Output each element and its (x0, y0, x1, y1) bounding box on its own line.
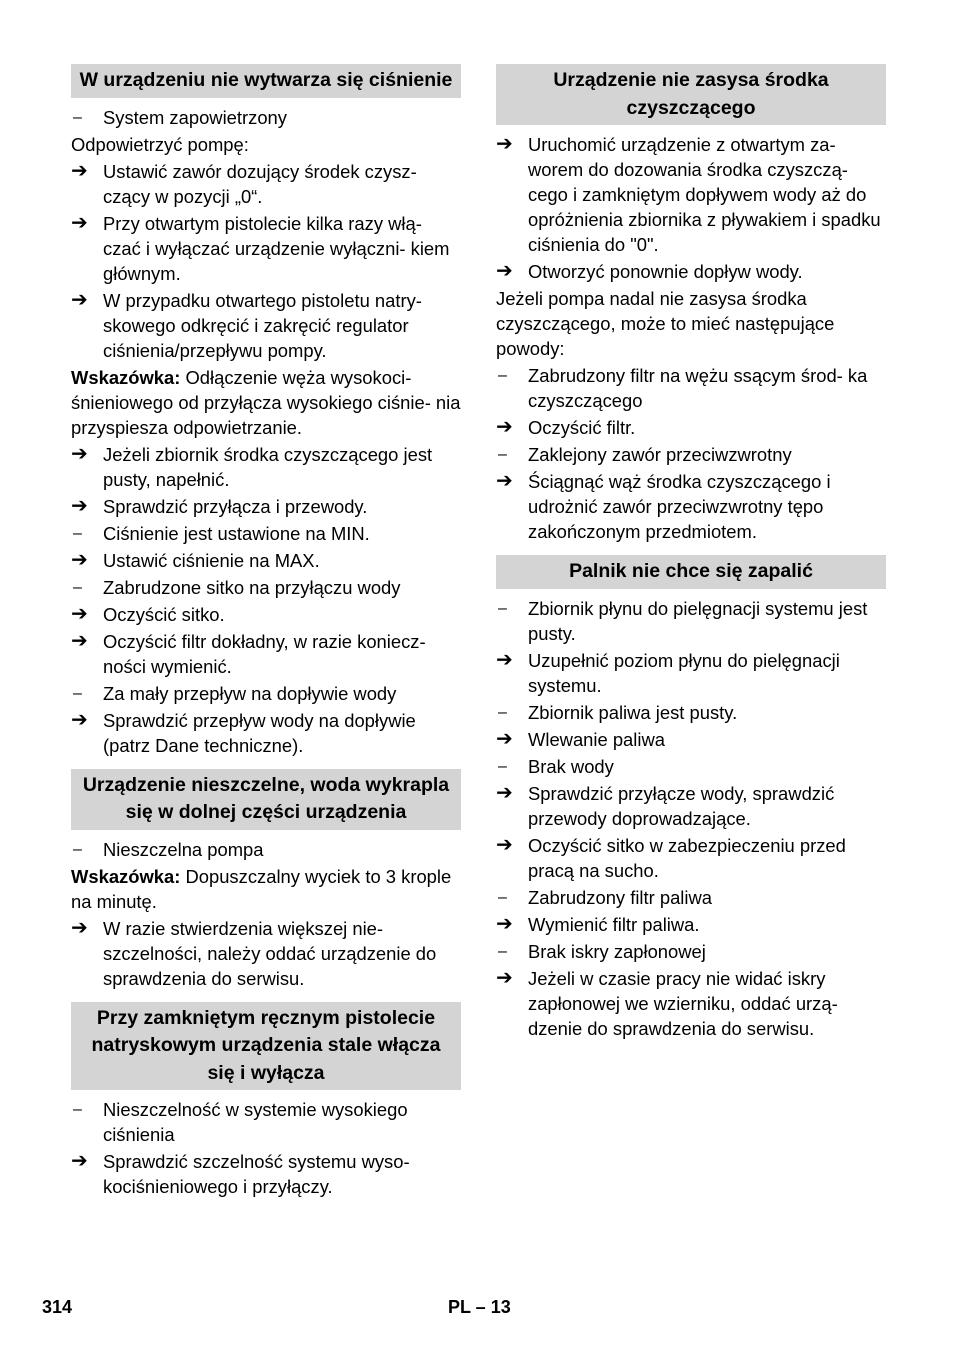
section-spacer (496, 546, 886, 555)
paragraph: Jeżeli pompa nadal nie zasysa środka czyszczącego, może to mieć następujące powody: (496, 288, 835, 359)
arrow-right-icon: ➔ (71, 211, 88, 234)
action-item (71, 916, 461, 991)
dash-icon: – (498, 446, 507, 463)
arrow-right-icon: ➔ (496, 416, 513, 438)
item-text: Za mały przepływ na dopływie wody (103, 682, 397, 704)
action-item (496, 833, 886, 883)
arrow-right-icon: ➔ (71, 288, 88, 311)
item-text: Ustawić ciśnienie na MAX. (103, 549, 320, 571)
item-text: Zaklejony zawór przeciwzwrotny (528, 444, 792, 465)
dash-icon: – (498, 942, 507, 960)
section-heading: Urządzenie nie zasysa środka czyszczącego (496, 64, 886, 125)
cause-item (71, 105, 461, 130)
item-text: Sprawdzić przyłącza i przewody. (103, 495, 368, 517)
cause-item (496, 885, 886, 910)
arrow-right-icon: ➔ (496, 727, 513, 750)
note-label: Wskazówka: (71, 865, 181, 887)
dash-icon: – (73, 1101, 82, 1118)
arrow-right-icon: ➔ (71, 602, 88, 625)
section (496, 64, 886, 544)
cause-item (71, 575, 461, 600)
action-item (496, 781, 886, 831)
action-item (496, 132, 886, 257)
action-item (496, 966, 886, 1041)
item-text: Sprawdzić przepływ wody na dopływie (patrz Dane techniczne). (103, 709, 416, 756)
page-number: 314 (42, 1297, 73, 1317)
cause-item (71, 1097, 461, 1147)
item-text: Oczyścić filtr dokładny, w razie koniecz- ności wymienić. (103, 630, 426, 677)
item-text: Otworzyć ponownie dopływ wody. (528, 261, 803, 282)
arrow-right-icon: ➔ (496, 260, 513, 282)
action-item (496, 469, 886, 544)
arrow-right-icon: ➔ (71, 442, 88, 465)
action-item (71, 494, 461, 519)
item-text: Zabrudzone sitko na przyłączu wody (103, 576, 401, 598)
cause-item (496, 596, 886, 646)
cause-item (496, 442, 886, 467)
dash-icon: – (73, 108, 82, 126)
action-item (71, 708, 461, 758)
section (71, 64, 461, 758)
section-spacer (71, 993, 461, 1002)
cause-item (496, 700, 886, 725)
note-label: Wskazówka: (71, 366, 181, 388)
paragraph: Odpowietrzyć pompę: (71, 133, 249, 155)
dash-icon: – (73, 840, 82, 858)
dash-icon: – (498, 703, 507, 721)
action-item (496, 648, 886, 698)
item-text: Jeżeli zbiornik środka czyszczącego jest pusty, napełnić. (103, 443, 433, 490)
note-text: Dopuszczalny wyciek to 3 krople na minutę. (71, 865, 452, 912)
dash-icon: – (498, 888, 507, 906)
action-item (71, 548, 461, 573)
dash-icon: – (498, 367, 507, 384)
item-text: Zabrudzony filtr na wężu ssącym środ- ka czyszczącego (528, 365, 868, 411)
arrow-right-icon: ➔ (71, 494, 88, 517)
action-item (496, 259, 886, 284)
arrow-right-icon: ➔ (71, 916, 88, 939)
arrow-right-icon: ➔ (496, 912, 513, 935)
item-text: Sprawdzić przyłącze wody, sprawdzić przewody doprowadzające. (528, 782, 835, 829)
item-text: Zabrudzony filtr paliwa (528, 886, 712, 908)
note-paragraph (71, 365, 461, 440)
item-text: Sprawdzić szczelność systemu wyso- kociśnieniowego i przyłączy. (103, 1151, 410, 1197)
item-text: Uzupełnić poziom płynu do pielęgnacji systemu. (528, 649, 840, 696)
cause-item (71, 837, 461, 862)
item-text: Nieszczelna pompa (103, 838, 264, 860)
item-text: Przy otwartym pistolecie kilka razy włą- czać i wyłączać urządzenie wyłączni- kiem głównym. (103, 212, 450, 284)
cause-item (496, 363, 886, 413)
action-item (496, 912, 886, 937)
section-heading: Przy zamkniętym ręcznym pistolecie natryskowym urządzenia stale włącza się i wyłącza (71, 1002, 461, 1091)
section-heading: Urządzenie nieszczelne, woda wykrapla się w dolnej części urządzenia (71, 769, 461, 830)
cause-item (496, 939, 886, 964)
item-text: W przypadku otwartego pistoletu natry- skowego odkręcić i zakręcić regulator ciśnienia/przepływu pompy. (103, 289, 422, 361)
section-spacer (71, 760, 461, 769)
item-text: Ciśnienie jest ustawione na MIN. (103, 522, 370, 544)
action-item (496, 727, 886, 752)
arrow-right-icon: ➔ (71, 708, 88, 731)
dash-icon: – (73, 524, 82, 542)
arrow-right-icon: ➔ (71, 1150, 88, 1172)
action-item (71, 602, 461, 627)
cause-item (496, 754, 886, 779)
arrow-right-icon: ➔ (496, 833, 513, 856)
item-text: System zapowietrzony (103, 106, 287, 128)
dash-icon: – (498, 757, 507, 775)
item-text: Oczyścić filtr. (528, 417, 636, 438)
action-item (71, 1149, 461, 1199)
arrow-right-icon: ➔ (496, 966, 513, 989)
action-item (71, 629, 461, 679)
arrow-right-icon: ➔ (71, 548, 88, 571)
item-text: Nieszczelność w systemie wysokiego ciśnienia (103, 1099, 408, 1145)
section (71, 1002, 461, 1200)
item-text: Oczyścić sitko. (103, 603, 225, 625)
item-text: Brak wody (528, 755, 614, 777)
dash-icon: – (73, 684, 82, 702)
item-text: Brak iskry zapłonowej (528, 940, 706, 962)
item-text: Wlewanie paliwa (528, 728, 665, 750)
item-text: Zbiornik płynu do pielęgnacji systemu jest pusty. (528, 597, 868, 644)
action-item (496, 415, 886, 440)
arrow-right-icon: ➔ (496, 470, 513, 492)
item-text: Ściągnąć wąż środka czyszczącego i udrożnić zawór przeciwzwrotny tępo zakończonym przedmiotem. (528, 471, 831, 542)
left-column (71, 64, 461, 1201)
cause-item (71, 521, 461, 546)
cause-item (71, 681, 461, 706)
item-text: Ustawić zawór dozujący środek czysz- czący w pozycji „0“. (103, 160, 417, 207)
footer-language-page: PL – 13 (448, 1297, 511, 1317)
section-heading: Palnik nie chce się zapalić (496, 555, 886, 589)
section (496, 555, 886, 1041)
dash-icon: – (498, 599, 507, 617)
action-item (71, 288, 461, 363)
arrow-right-icon: ➔ (496, 648, 513, 671)
arrow-right-icon: ➔ (71, 629, 88, 652)
note-text: Odłączenie węża wysokoci- śnieniowego od przyłącza wysokiego ciśnie- nia przyspiesza odpowietrzanie. (71, 366, 461, 438)
item-text: Jeżeli w czasie pracy nie widać iskry zapłonowej we wzierniku, oddać urzą- dzenie do sprawdzenia do serwisu. (528, 967, 838, 1039)
arrow-right-icon: ➔ (496, 781, 513, 804)
arrow-right-icon: ➔ (496, 133, 513, 155)
right-column (496, 64, 886, 1043)
section (71, 769, 461, 991)
item-text: Zbiornik paliwa jest pusty. (528, 701, 738, 723)
arrow-right-icon: ➔ (71, 159, 88, 182)
section-heading: W urządzeniu nie wytwarza się ciśnienie (71, 64, 461, 98)
action-item (71, 159, 461, 209)
note-paragraph (71, 864, 461, 914)
item-text: Oczyścić sitko w zabezpieczeniu przed pracą na sucho. (528, 834, 846, 881)
item-text: Uruchomić urządzenie z otwartym za- worem do dozowania środka czyszczą- cego i zamkniętym dopływem wody aż do opróżnienia zbiornika z pływakiem i spadku ciśnienia do "0". (528, 134, 881, 255)
action-item (71, 442, 461, 492)
item-text: W razie stwierdzenia większej nie- szczelności, należy oddać urządzenie do sprawdzenia do serwisu. (103, 917, 437, 989)
item-text: Wymienić filtr paliwa. (528, 913, 700, 935)
dash-icon: – (73, 578, 82, 596)
action-item (71, 211, 461, 286)
